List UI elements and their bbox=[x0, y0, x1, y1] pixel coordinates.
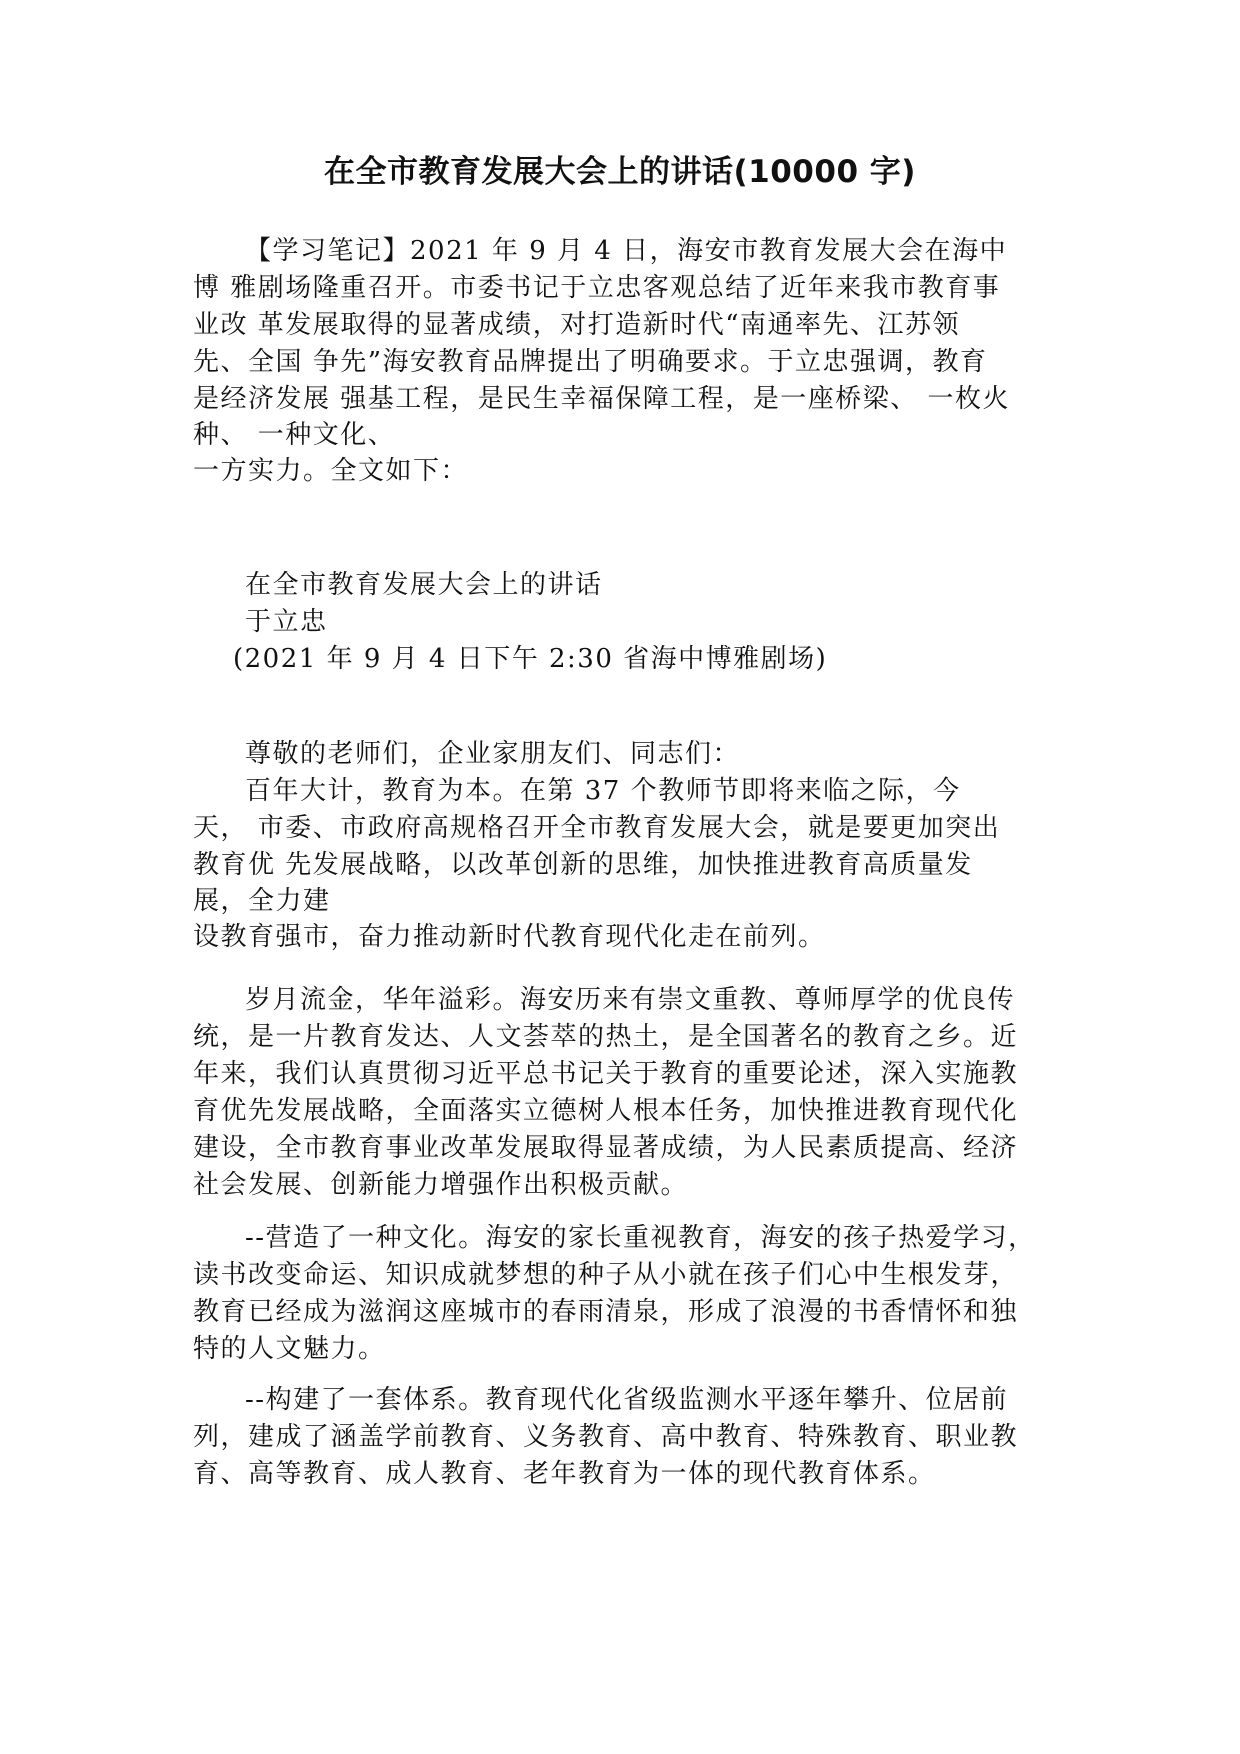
paragraph-line: 统，是一片教育发达、人文荟萃的热土，是全国著名的教育之乡。近 bbox=[193, 1022, 1019, 1052]
paragraph-line: 育、高等教育、成人教育、老年教育为一体的现代教育体系。 bbox=[193, 1459, 936, 1489]
intro-line: 业改 革发展取得的显著成绩，对打造新时代“南通率先、江苏领 bbox=[193, 310, 961, 340]
paragraph-line: --构建了一套体系。教育现代化省级监测水平逐年攀升、位居前 bbox=[245, 1385, 1009, 1415]
paragraph-line: 展，全力建 bbox=[193, 886, 331, 916]
salutation: 尊敬的老师们，企业家朋友们、同志们： bbox=[245, 739, 741, 769]
paragraph-line: 岁月流金，华年溢彩。海安历来有崇文重教、尊师厚学的优良传 bbox=[245, 985, 1016, 1015]
intro-line: 博 雅剧场隆重召开。市委书记于立忠客观总结了近年来我市教育事 bbox=[193, 273, 1001, 303]
salutation-block bbox=[193, 736, 1053, 956]
paragraph-line: 年来，我们认真贯彻习近平总书记关于教育的重要论述，深入实施教 bbox=[193, 1059, 1019, 1089]
speech-date-place: (2021 年 9 月 4 日下午 2:30 省海中博雅剧场) bbox=[233, 644, 828, 674]
paragraph-line: --营造了一种文化。海安的家长重视教育，海安的孩子热爱学习， bbox=[245, 1223, 1036, 1253]
paragraph-culture bbox=[193, 1220, 1053, 1368]
intro-line: 一方实力。全文如下： bbox=[193, 456, 469, 486]
paragraph-line: 教育优 先发展战略，以改革创新的思维，加快推进教育高质量发 bbox=[193, 850, 973, 880]
intro-paragraph bbox=[193, 233, 1053, 490]
speech-title: 在全市教育发展大会上的讲话 bbox=[245, 570, 603, 600]
paragraph-system bbox=[193, 1382, 1053, 1493]
document-title: 在全市教育发展大会上的讲话(10000 字) bbox=[324, 154, 916, 190]
paragraph-line: 百年大计，教育为本。在第 37 个教师节即将来临之际，今 bbox=[245, 776, 961, 806]
paragraph-line: 建设，全市教育事业改革发展取得显著成绩，为人民素质提高、经济 bbox=[193, 1133, 1019, 1163]
paragraph-line: 特的人文魅力。 bbox=[193, 1334, 386, 1364]
intro-line: 【学习笔记】2021 年 9 月 4 日，海安市教育发展大会在海中 bbox=[245, 236, 1008, 266]
intro-line: 先、全国 争先”海安教育品牌提出了明确要求。于立忠强调，教育 bbox=[193, 347, 988, 377]
paragraph-line: 教育已经成为滋润这座城市的春雨清泉，形成了浪漫的书香情怀和独 bbox=[193, 1297, 1019, 1327]
paragraph-line: 读书改变命运、知识成就梦想的种子从小就在孩子们心中生根发芽， bbox=[193, 1260, 1019, 1290]
speech-heading bbox=[193, 567, 1053, 678]
speech-speaker: 于立忠 bbox=[245, 607, 328, 637]
paragraph-line: 社会发展、创新能力增强作出积极贡献。 bbox=[193, 1170, 689, 1200]
paragraph-line: 设教育强市，奋力推动新时代教育现代化走在前列。 bbox=[193, 922, 826, 952]
paragraph-line: 育优先发展战略，全面落实立德树人根本任务，加快推进教育现代化 bbox=[193, 1096, 1019, 1126]
intro-line: 是经济发展 强基工程，是民生幸福保障工程，是一座桥梁、 一枚火 bbox=[193, 384, 1011, 414]
paragraph-line: 列，建成了涵盖学前教育、义务教育、高中教育、特殊教育、职业教 bbox=[193, 1422, 1019, 1452]
paragraph-achievements bbox=[193, 982, 1053, 1204]
intro-line: 种、 一种文化、 bbox=[193, 420, 396, 450]
paragraph-line: 天， 市委、市政府高规格召开全市教育发展大会，就是要更加突出 bbox=[193, 813, 1001, 843]
